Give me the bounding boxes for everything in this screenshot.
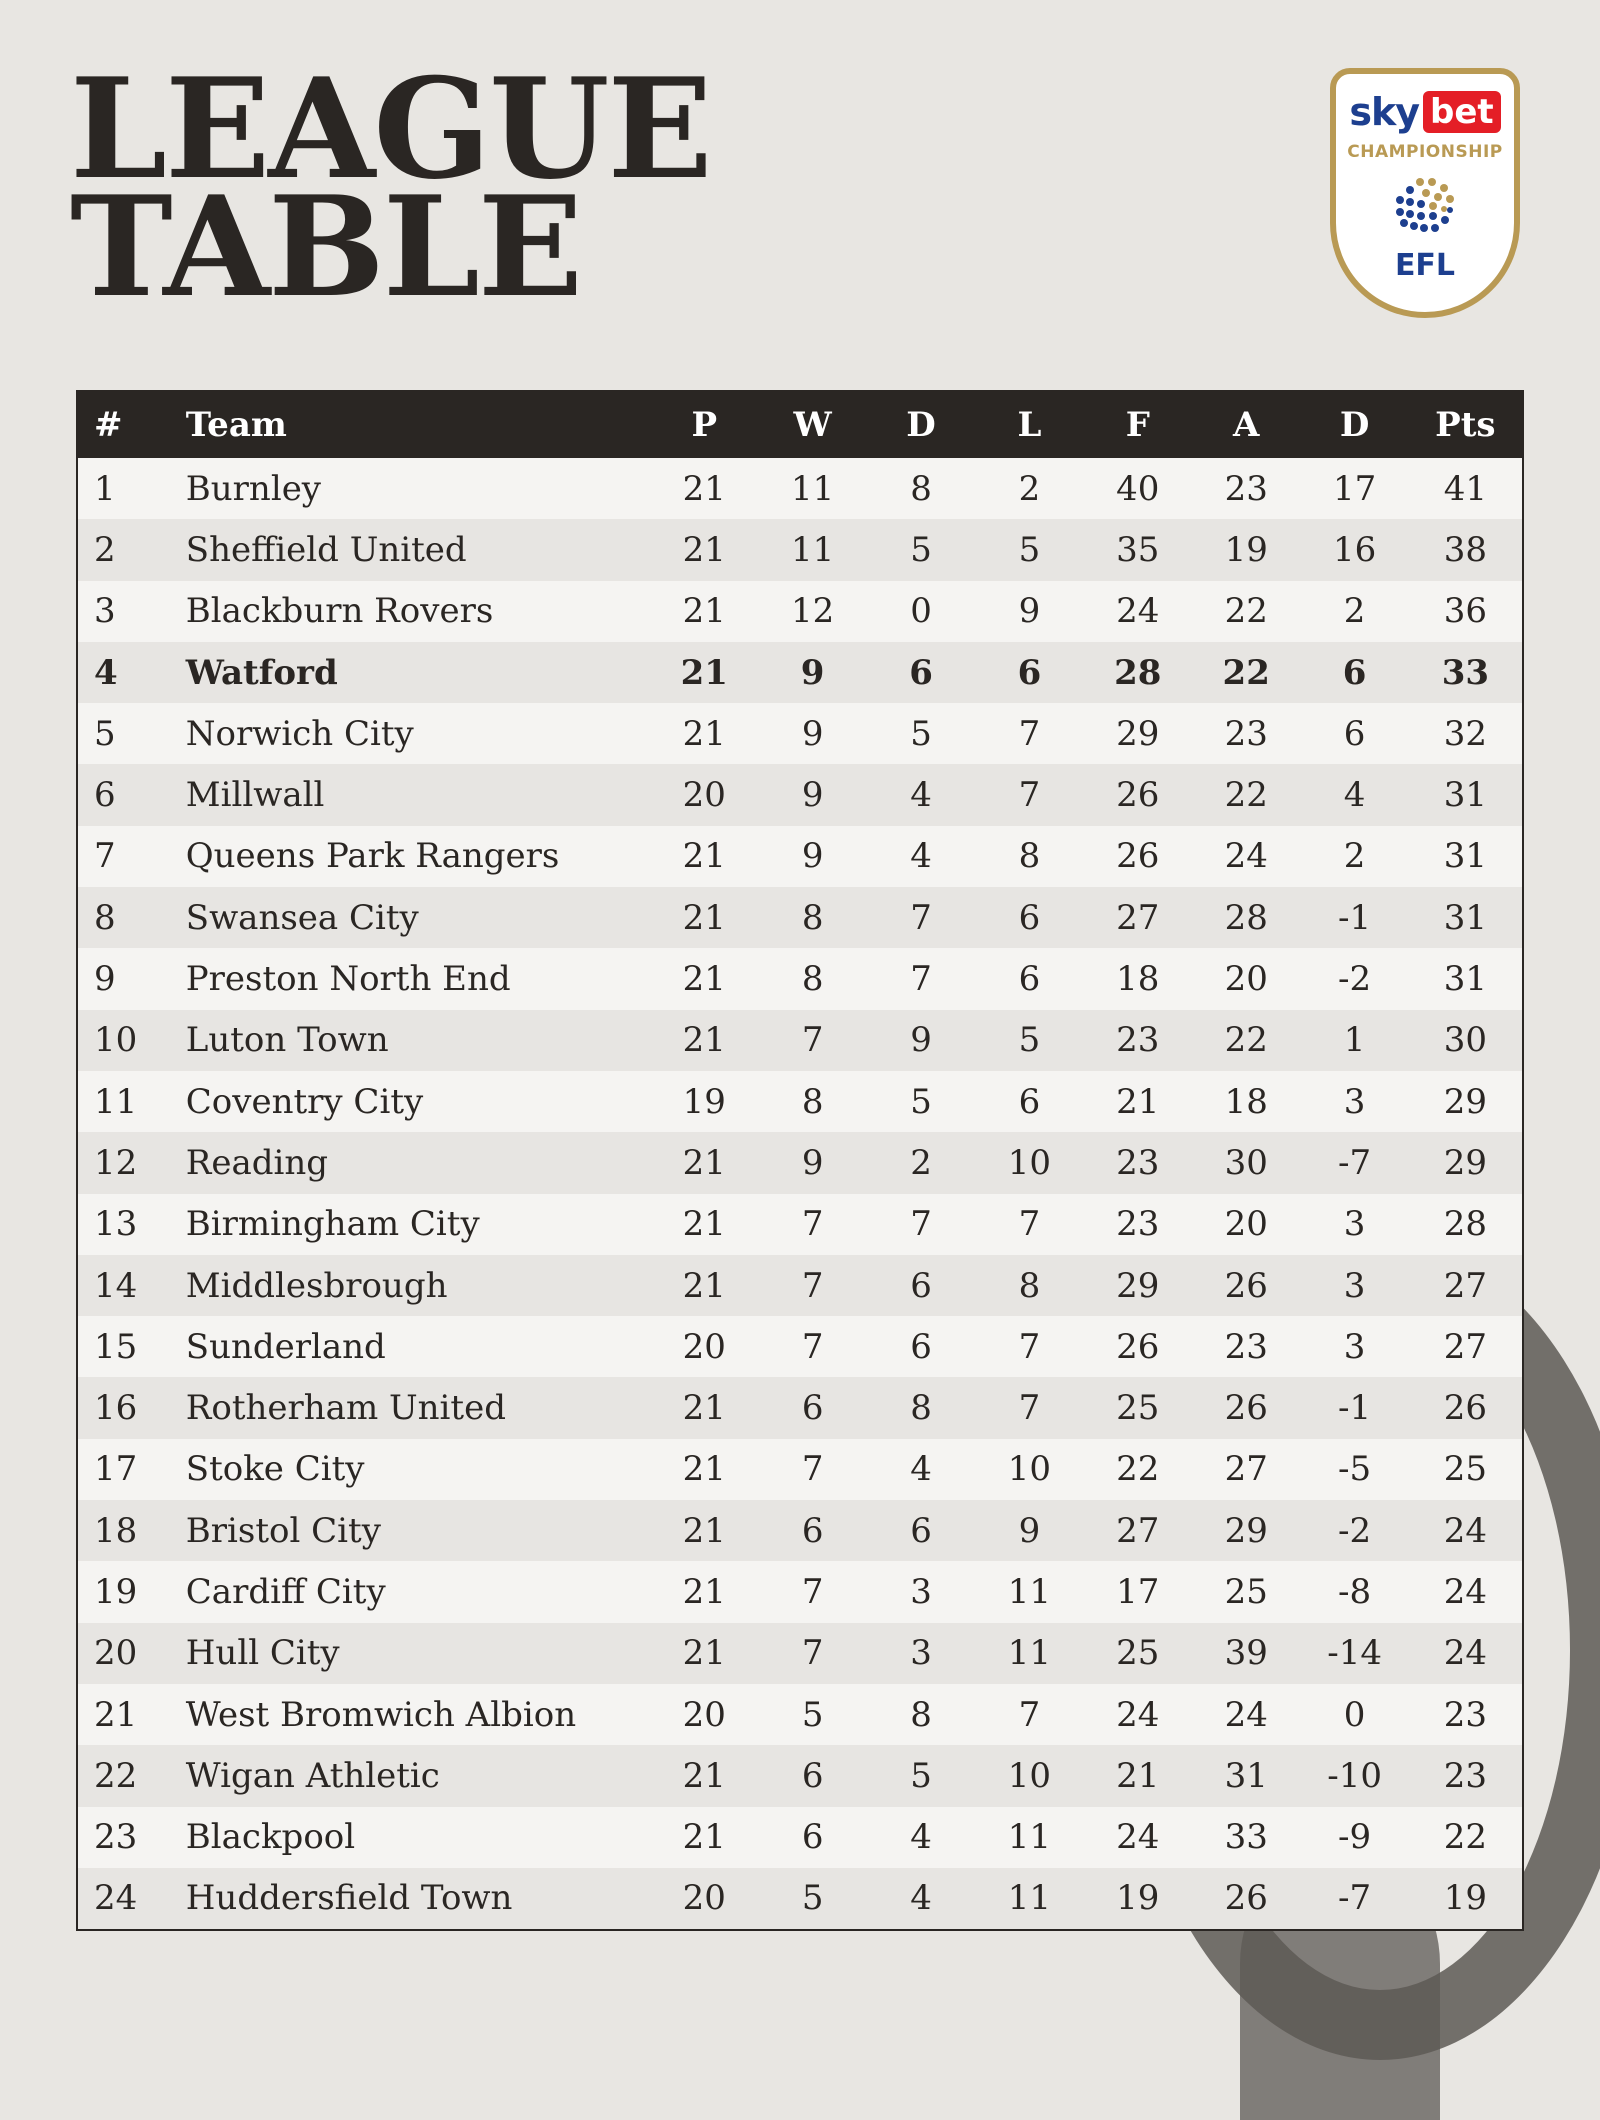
cell-goal-difference: -8	[1338, 1571, 1372, 1612]
cell-team: Stoke City	[185, 1449, 365, 1490]
sky-bet-logo	[1349, 90, 1500, 134]
cell-lost: 6	[1018, 897, 1041, 938]
cell-drawn: 5	[910, 1755, 932, 1796]
cell-goals-against: 23	[1224, 713, 1268, 754]
cell-won: 9	[801, 836, 824, 877]
table-body	[78, 458, 1522, 1929]
table-row	[78, 1500, 1522, 1561]
cell-drawn: 3	[910, 1633, 932, 1674]
cell-team: Swansea City	[185, 897, 419, 938]
cell-goals-against: 26	[1224, 1388, 1268, 1429]
cell-drawn: 4	[910, 836, 932, 877]
cell-goals-for: 29	[1116, 1265, 1160, 1306]
cell-team: Preston North End	[185, 959, 511, 1000]
table-row	[78, 458, 1522, 519]
cell-drawn: 5	[910, 1081, 932, 1122]
cell-won: 6	[801, 1755, 824, 1796]
cell-team: Queens Park Rangers	[185, 836, 560, 877]
cell-won: 9	[801, 1142, 824, 1183]
cell-goals-for: 29	[1116, 713, 1160, 754]
cell-drawn: 8	[910, 468, 932, 509]
cell-drawn: 4	[910, 1817, 932, 1858]
cell-lost: 9	[1018, 591, 1041, 632]
cell-goals-against: 22	[1224, 591, 1268, 632]
cell-drawn: 6	[910, 1326, 932, 1367]
cell-lost: 7	[1018, 775, 1041, 816]
cell-goal-difference: 4	[1343, 775, 1366, 816]
cell-played: 21	[682, 1449, 726, 1490]
cell-played: 21	[682, 1265, 726, 1306]
cell-lost: 7	[1018, 1204, 1041, 1245]
cell-lost: 7	[1018, 1694, 1041, 1735]
cell-goal-difference: -2	[1338, 959, 1372, 1000]
cell-goal-difference: -9	[1338, 1817, 1372, 1858]
cell-goals-for: 23	[1116, 1020, 1160, 1061]
cell-lost: 2	[1018, 468, 1041, 509]
cell-played: 21	[682, 836, 726, 877]
cell-played: 21	[682, 1142, 726, 1183]
cell-goals-against: 20	[1224, 1204, 1268, 1245]
cell-position: 17	[94, 1449, 138, 1490]
cell-played: 21	[682, 1817, 726, 1858]
cell-points: 25	[1443, 1449, 1487, 1490]
cell-goals-for: 26	[1116, 775, 1160, 816]
cell-position: 3	[94, 591, 116, 632]
cell-won: 7	[801, 1204, 824, 1245]
cell-goals-against: 25	[1224, 1571, 1268, 1612]
cell-won: 6	[801, 1817, 824, 1858]
cell-team: Birmingham City	[185, 1204, 480, 1245]
header-position: #	[94, 405, 123, 445]
cell-goals-against: 22	[1224, 775, 1268, 816]
cell-goals-for: 40	[1116, 468, 1160, 509]
cell-goal-difference: 2	[1343, 591, 1366, 632]
table-row	[78, 1745, 1522, 1806]
cell-team: Huddersfield Town	[185, 1878, 513, 1919]
cell-points: 32	[1443, 713, 1487, 754]
cell-goals-for: 28	[1114, 652, 1162, 693]
cell-played: 21	[682, 1633, 726, 1674]
cell-position: 16	[94, 1388, 138, 1429]
table-row	[78, 1010, 1522, 1071]
cell-team: West Bromwich Albion	[185, 1694, 577, 1735]
cell-goal-difference: -1	[1338, 897, 1372, 938]
cell-position: 7	[94, 836, 116, 877]
cell-played: 20	[682, 775, 726, 816]
cell-points: 29	[1443, 1142, 1487, 1183]
cell-won: 9	[800, 652, 825, 693]
cell-goals-for: 23	[1116, 1204, 1160, 1245]
cell-won: 11	[791, 529, 835, 570]
cell-goals-against: 23	[1224, 468, 1268, 509]
cell-won: 9	[801, 775, 824, 816]
cell-points: 41	[1443, 468, 1487, 509]
cell-goal-difference: 17	[1332, 468, 1377, 509]
cell-drawn: 6	[910, 1265, 932, 1306]
cell-drawn: 8	[910, 1694, 932, 1735]
cell-goals-against: 31	[1224, 1755, 1268, 1796]
cell-drawn: 5	[910, 713, 932, 754]
cell-points: 33	[1441, 652, 1490, 693]
cell-position: 1	[94, 468, 116, 509]
cell-goals-for: 24	[1116, 1817, 1160, 1858]
cell-drawn: 3	[910, 1571, 932, 1612]
cell-goals-for: 25	[1116, 1633, 1160, 1674]
cell-position: 21	[94, 1694, 138, 1735]
cell-goals-for: 21	[1116, 1755, 1160, 1796]
table-row	[78, 1439, 1522, 1500]
cell-goal-difference: 16	[1332, 529, 1377, 570]
cell-won: 7	[801, 1326, 824, 1367]
cell-won: 7	[801, 1449, 824, 1490]
cell-position: 11	[94, 1081, 138, 1122]
cell-drawn: 4	[910, 1878, 932, 1919]
cell-goals-for: 25	[1116, 1388, 1160, 1429]
cell-points: 38	[1443, 529, 1487, 570]
cell-team: Norwich City	[185, 713, 414, 754]
cell-lost: 9	[1018, 1510, 1041, 1551]
cell-goal-difference: 6	[1342, 652, 1367, 693]
cell-position: 15	[94, 1326, 138, 1367]
cell-goals-against: 22	[1222, 652, 1270, 693]
cell-played: 21	[682, 529, 726, 570]
cell-team: Rotherham United	[185, 1388, 506, 1429]
cell-position: 4	[94, 652, 118, 693]
table-row	[78, 887, 1522, 948]
cell-points: 24	[1443, 1633, 1487, 1674]
cell-goals-for: 19	[1116, 1878, 1160, 1919]
cell-goal-difference: 1	[1343, 1020, 1366, 1061]
cell-team: Watford	[185, 652, 338, 693]
cell-points: 24	[1443, 1571, 1487, 1612]
cell-lost: 8	[1018, 836, 1041, 877]
cell-position: 2	[94, 529, 116, 570]
cell-goals-against: 39	[1224, 1633, 1268, 1674]
cell-goal-difference: 3	[1343, 1326, 1366, 1367]
cell-team: Wigan Athletic	[185, 1755, 440, 1796]
cell-team: Blackburn Rovers	[185, 591, 494, 632]
header-goals-for: F	[1125, 405, 1150, 445]
cell-team: Sunderland	[185, 1326, 386, 1367]
cell-won: 12	[791, 591, 835, 632]
cell-points: 31	[1443, 775, 1487, 816]
table-row	[78, 519, 1522, 580]
cell-position: 24	[94, 1878, 138, 1919]
cell-played: 21	[682, 1020, 726, 1061]
cell-points: 31	[1443, 897, 1487, 938]
table-row	[78, 826, 1522, 887]
cell-points: 29	[1443, 1081, 1487, 1122]
cell-played: 20	[682, 1326, 726, 1367]
cell-goals-against: 24	[1224, 836, 1268, 877]
cell-won: 7	[801, 1571, 824, 1612]
cell-points: 28	[1443, 1204, 1487, 1245]
cell-won: 6	[801, 1510, 824, 1551]
header-drawn: D	[906, 405, 936, 445]
cell-goal-difference: 0	[1343, 1694, 1366, 1735]
cell-goal-difference: 6	[1343, 713, 1366, 754]
bet-wordmark: bet	[1423, 91, 1501, 133]
header-won: W	[793, 405, 832, 445]
header-goals-against: A	[1233, 405, 1260, 445]
cell-played: 21	[682, 1204, 726, 1245]
cell-goal-difference: -2	[1338, 1510, 1372, 1551]
cell-won: 5	[801, 1878, 824, 1919]
cell-goals-for: 18	[1116, 959, 1160, 1000]
cell-team: Coventry City	[185, 1081, 424, 1122]
cell-team: Luton Town	[185, 1020, 389, 1061]
cell-played: 21	[682, 1388, 726, 1429]
cell-goals-against: 26	[1224, 1265, 1268, 1306]
cell-played: 21	[682, 897, 726, 938]
cell-position: 18	[94, 1510, 138, 1551]
cell-position: 9	[94, 959, 116, 1000]
cell-goals-for: 24	[1116, 591, 1160, 632]
cell-lost: 11	[1007, 1878, 1052, 1919]
cell-drawn: 6	[909, 652, 933, 693]
cell-lost: 8	[1018, 1265, 1041, 1306]
cell-goal-difference: 3	[1343, 1265, 1366, 1306]
cell-lost: 5	[1018, 529, 1041, 570]
cell-team: Blackpool	[185, 1817, 356, 1858]
table-row	[78, 1807, 1522, 1868]
efl-wordmark: EFL	[1394, 248, 1456, 283]
cell-points: 23	[1443, 1694, 1487, 1735]
cell-team: Burnley	[185, 468, 322, 509]
cell-won: 8	[801, 897, 824, 938]
cell-points: 19	[1443, 1878, 1487, 1919]
table-row	[78, 581, 1522, 642]
cell-team: Bristol City	[185, 1510, 381, 1551]
cell-goals-for: 26	[1116, 1326, 1160, 1367]
efl-ball-icon	[1388, 170, 1462, 248]
cell-position: 19	[94, 1571, 138, 1612]
league-table	[76, 390, 1524, 1931]
cell-lost: 6	[1018, 959, 1041, 1000]
table-row	[78, 1377, 1522, 1438]
cell-points: 26	[1443, 1388, 1487, 1429]
sky-wordmark: sky	[1349, 90, 1419, 134]
cell-points: 31	[1443, 959, 1487, 1000]
header-played: P	[691, 405, 718, 445]
table-row	[78, 642, 1522, 703]
cell-goal-difference: 3	[1343, 1081, 1366, 1122]
cell-points: 30	[1443, 1020, 1487, 1061]
cell-won: 7	[801, 1020, 824, 1061]
cell-won: 11	[791, 468, 835, 509]
cell-drawn: 7	[910, 959, 932, 1000]
cell-played: 20	[682, 1878, 726, 1919]
cell-lost: 7	[1018, 713, 1041, 754]
cell-won: 7	[801, 1265, 824, 1306]
table-row	[78, 1684, 1522, 1745]
cell-lost: 6	[1018, 1081, 1041, 1122]
cell-goals-for: 35	[1116, 529, 1160, 570]
cell-lost: 10	[1007, 1755, 1052, 1796]
cell-team: Middlesbrough	[185, 1265, 448, 1306]
cell-goals-against: 33	[1224, 1817, 1268, 1858]
cell-goals-for: 26	[1116, 836, 1160, 877]
cell-goal-difference: -5	[1338, 1449, 1372, 1490]
header-goal-difference: D	[1339, 405, 1370, 445]
cell-points: 22	[1443, 1817, 1487, 1858]
cell-drawn: 7	[910, 897, 932, 938]
table-row	[78, 1132, 1522, 1193]
cell-goals-against: 20	[1224, 959, 1268, 1000]
cell-team: Millwall	[185, 775, 325, 816]
cell-points: 27	[1443, 1265, 1487, 1306]
table-row	[78, 703, 1522, 764]
cell-goal-difference: -14	[1327, 1633, 1382, 1674]
cell-position: 23	[94, 1817, 138, 1858]
cell-position: 14	[94, 1265, 138, 1306]
cell-goal-difference: 3	[1343, 1204, 1366, 1245]
cell-points: 31	[1443, 836, 1487, 877]
cell-goals-against: 29	[1224, 1510, 1268, 1551]
cell-drawn: 2	[910, 1142, 932, 1183]
cell-goals-against: 23	[1224, 1326, 1268, 1367]
cell-drawn: 4	[910, 775, 932, 816]
cell-played: 21	[682, 1755, 726, 1796]
cell-goals-for: 27	[1116, 897, 1160, 938]
cell-lost: 11	[1007, 1571, 1052, 1612]
cell-points: 27	[1443, 1326, 1487, 1367]
cell-goals-against: 26	[1224, 1878, 1268, 1919]
cell-lost: 10	[1007, 1142, 1052, 1183]
cell-points: 36	[1443, 591, 1487, 632]
cell-goals-for: 24	[1116, 1694, 1160, 1735]
cell-lost: 7	[1018, 1388, 1041, 1429]
cell-lost: 10	[1007, 1449, 1052, 1490]
cell-goals-against: 19	[1224, 529, 1268, 570]
cell-played: 21	[682, 468, 726, 509]
cell-lost: 11	[1007, 1633, 1052, 1674]
cell-goal-difference: -7	[1338, 1142, 1372, 1183]
cell-drawn: 7	[910, 1204, 932, 1245]
cell-position: 20	[94, 1633, 138, 1674]
championship-badge-logo	[1330, 68, 1520, 318]
cell-goals-against: 18	[1224, 1081, 1268, 1122]
cell-position: 10	[94, 1020, 138, 1061]
cell-won: 8	[801, 959, 824, 1000]
cell-team: Cardiff City	[185, 1571, 386, 1612]
cell-won: 9	[801, 713, 824, 754]
cell-goals-against: 22	[1224, 1020, 1268, 1061]
cell-goal-difference: -1	[1338, 1388, 1372, 1429]
table-header-row	[78, 392, 1522, 458]
cell-position: 8	[94, 897, 116, 938]
table-row	[78, 764, 1522, 825]
cell-points: 23	[1443, 1755, 1487, 1796]
cell-played: 21	[682, 959, 726, 1000]
cell-lost: 6	[1017, 652, 1042, 693]
cell-goals-for: 17	[1116, 1571, 1160, 1612]
cell-position: 5	[94, 713, 116, 754]
cell-goals-for: 21	[1116, 1081, 1160, 1122]
table-row	[78, 948, 1522, 1009]
competition-name: CHAMPIONSHIP	[1347, 142, 1503, 162]
cell-goals-against: 28	[1224, 897, 1268, 938]
header-points: Pts	[1435, 405, 1496, 445]
cell-goals-against: 27	[1224, 1449, 1268, 1490]
cell-lost: 5	[1018, 1020, 1041, 1061]
table-row	[78, 1868, 1522, 1929]
cell-played: 19	[682, 1081, 726, 1122]
cell-drawn: 4	[910, 1449, 932, 1490]
cell-goals-for: 27	[1116, 1510, 1160, 1551]
cell-played: 21	[682, 713, 726, 754]
cell-drawn: 5	[910, 529, 932, 570]
cell-played: 21	[682, 1510, 726, 1551]
title-line-1: LEAGUE	[70, 47, 711, 210]
cell-team: Sheffield United	[185, 529, 467, 570]
page-title	[70, 47, 711, 328]
cell-position: 12	[94, 1142, 138, 1183]
cell-won: 8	[801, 1081, 824, 1122]
cell-drawn: 9	[910, 1020, 932, 1061]
cell-played: 21	[680, 652, 728, 693]
cell-goal-difference: -10	[1327, 1755, 1382, 1796]
cell-position: 13	[94, 1204, 138, 1245]
title-line-2: TABLE	[70, 165, 582, 328]
cell-goals-for: 22	[1116, 1449, 1160, 1490]
cell-goal-difference: -7	[1338, 1878, 1372, 1919]
table-row	[78, 1316, 1522, 1377]
cell-played: 20	[682, 1694, 726, 1735]
cell-position: 6	[94, 775, 116, 816]
cell-played: 21	[682, 591, 726, 632]
table-row	[78, 1194, 1522, 1255]
cell-goals-against: 30	[1224, 1142, 1268, 1183]
cell-played: 21	[682, 1571, 726, 1612]
cell-won: 6	[801, 1388, 824, 1429]
table-row	[78, 1623, 1522, 1684]
cell-points: 24	[1443, 1510, 1487, 1551]
table-row	[78, 1071, 1522, 1132]
cell-goals-against: 24	[1224, 1694, 1268, 1735]
cell-won: 7	[801, 1633, 824, 1674]
cell-won: 5	[801, 1694, 824, 1735]
table-row	[78, 1255, 1522, 1316]
table-row	[78, 1561, 1522, 1622]
header-team: Team	[185, 405, 287, 445]
cell-position: 22	[94, 1755, 138, 1796]
cell-team: Reading	[185, 1142, 329, 1183]
cell-lost: 7	[1018, 1326, 1041, 1367]
cell-lost: 11	[1007, 1817, 1052, 1858]
cell-drawn: 8	[910, 1388, 932, 1429]
cell-team: Hull City	[185, 1633, 340, 1674]
cell-goals-for: 23	[1116, 1142, 1160, 1183]
header-lost: L	[1017, 405, 1042, 445]
cell-drawn: 6	[910, 1510, 932, 1551]
cell-goal-difference: 2	[1343, 836, 1366, 877]
cell-drawn: 0	[910, 591, 932, 632]
